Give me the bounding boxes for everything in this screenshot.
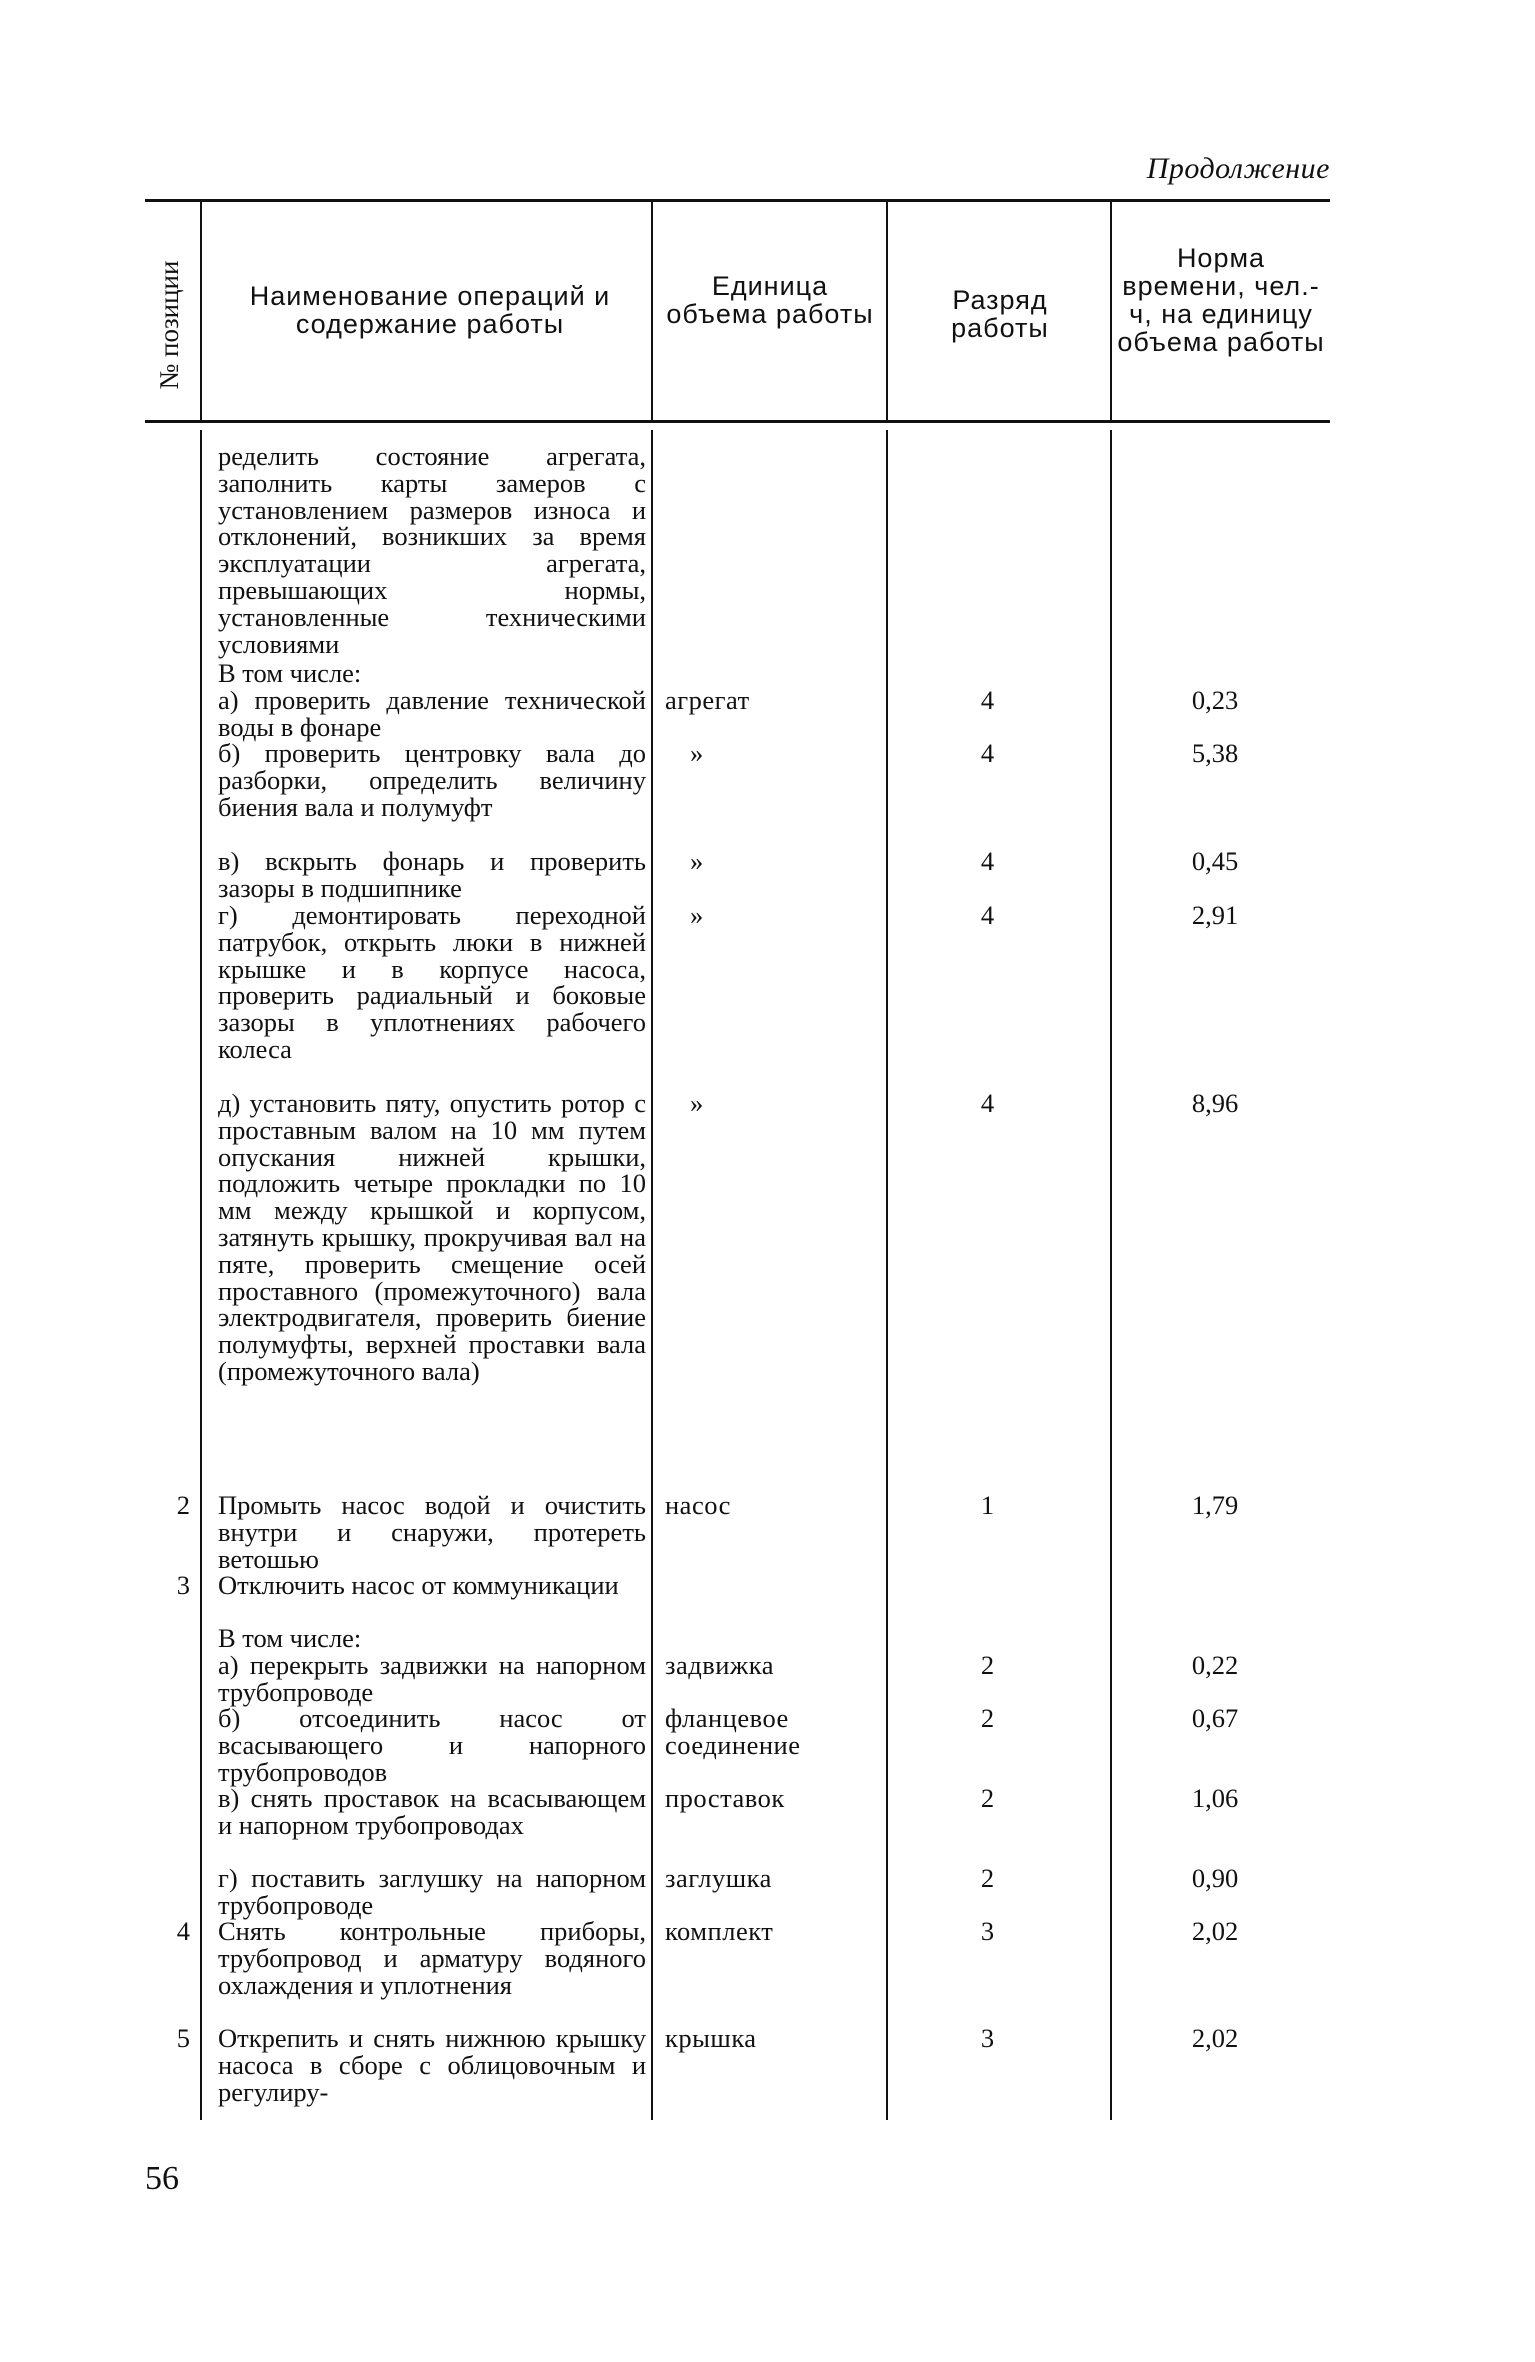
position-cell: 5 bbox=[176, 2023, 190, 2053]
body-divider-2 bbox=[651, 430, 653, 2120]
col-header-name: Наименование операций и содержание работы bbox=[249, 281, 611, 339]
norm-cell: 0,67 bbox=[1191, 1703, 1239, 1733]
grade-cell: 3 bbox=[980, 2023, 995, 2053]
page-number: 56 bbox=[145, 2160, 179, 2197]
table-header-rule bbox=[145, 420, 1330, 423]
header-divider-1 bbox=[200, 202, 202, 420]
body-divider-1 bbox=[200, 430, 202, 2120]
operation-text: д) установить пяту, опустить ротор с проставным валом на 10 мм путем опускания нижней крышки, подложить четыре прокладки по 10 мм между крышкой и корпусом, затянуть крышку, прокручивая вал на пяте, проверить смещение осей проставного (промежуточного) вала электродвигателя, проверить биение полумуфты, верхней проставки вала (промежуточного вала) bbox=[218, 1088, 646, 1386]
norm-cell: 2,02 bbox=[1191, 1916, 1239, 1946]
operation-text: б) проверить центровку вала до разборки, определить величину биения вала и полумуфт bbox=[218, 738, 646, 822]
norm-cell: 0,90 bbox=[1191, 1863, 1239, 1893]
unit-cell: крышка bbox=[665, 2023, 757, 2053]
unit-cell: заглушка bbox=[665, 1863, 772, 1893]
grade-cell: 4 bbox=[980, 738, 995, 768]
grade-cell: 4 bbox=[980, 1088, 995, 1118]
grade-cell: 2 bbox=[980, 1783, 995, 1813]
operation-text: а) перекрыть задвижки на напорном трубопроводе bbox=[218, 1650, 646, 1707]
position-cell: 2 bbox=[176, 1490, 190, 1520]
unit-cell: » bbox=[690, 1088, 704, 1118]
grade-cell: 2 bbox=[980, 1703, 995, 1733]
grade-cell: 2 bbox=[980, 1650, 995, 1680]
norm-cell: 1,79 bbox=[1191, 1490, 1239, 1520]
norm-cell: 1,06 bbox=[1191, 1783, 1239, 1813]
grade-cell: 4 bbox=[980, 900, 995, 930]
operation-text: В том числе: bbox=[218, 1623, 362, 1653]
body-divider-4 bbox=[1110, 430, 1112, 2120]
norm-cell: 0,22 bbox=[1191, 1650, 1239, 1680]
unit-cell: фланцевое соединение bbox=[665, 1703, 801, 1760]
norm-cell: 8,96 bbox=[1191, 1088, 1239, 1118]
unit-cell: насос bbox=[665, 1490, 731, 1520]
unit-cell: » bbox=[690, 900, 704, 930]
header-divider-3 bbox=[886, 202, 888, 420]
grade-cell: 2 bbox=[980, 1863, 995, 1893]
unit-cell: » bbox=[690, 738, 704, 768]
norm-cell: 0,45 bbox=[1191, 846, 1239, 876]
unit-cell: проставок bbox=[665, 1783, 785, 1813]
grade-cell: 4 bbox=[980, 846, 995, 876]
unit-cell: задвижка bbox=[665, 1650, 774, 1680]
norm-cell: 5,38 bbox=[1191, 738, 1239, 768]
operation-text: б) отсоединить насос от всасывающего и напорного трубопроводов bbox=[218, 1703, 646, 1787]
operation-text: Открепить и снять нижнюю крышку насоса в сборе с облицовочным и регулиру- bbox=[218, 2023, 646, 2107]
position-cell: 3 bbox=[176, 1570, 190, 1600]
norm-cell: 2,02 bbox=[1191, 2023, 1239, 2053]
header-divider-2 bbox=[651, 202, 653, 420]
table-top-rule bbox=[145, 199, 1330, 202]
unit-cell: агрегат bbox=[665, 685, 750, 715]
operation-text: Отключить насос от коммуникации bbox=[218, 1570, 619, 1600]
body-divider-3 bbox=[886, 430, 888, 2120]
continuation-label: Продолжение bbox=[1146, 152, 1330, 185]
norm-cell: 0,23 bbox=[1191, 685, 1239, 715]
col-header-position: № позиции bbox=[154, 260, 184, 390]
grade-cell: 1 bbox=[980, 1490, 995, 1520]
operation-text: Промыть насос водой и очистить внутри и снаружи, протереть ветошью bbox=[218, 1490, 646, 1574]
operation-text: в) вскрыть фонарь и проверить зазоры в подшипнике bbox=[218, 846, 646, 903]
operation-text: В том числе: bbox=[218, 658, 362, 688]
col-header-unit: Единица объема работы bbox=[666, 271, 874, 329]
operation-text: г) поставить заглушку на напорном трубопроводе bbox=[218, 1863, 646, 1920]
grade-cell: 4 bbox=[980, 685, 995, 715]
operation-text: ределить состояние агрегата, заполнить карты замеров с установлением размеров износа и отклонений, возникших за время эксплуатации агрегата, превышающих нормы, установленные техническими условиями bbox=[218, 441, 646, 659]
header-divider-4 bbox=[1110, 202, 1112, 420]
operation-text: г) демонтировать переходной патрубок, открыть люки в нижней крышке и в корпусе насоса, проверить радиальный и боковые зазоры в уплотнениях рабочего колеса bbox=[218, 900, 646, 1064]
operation-text: Снять контрольные приборы, трубопровод и арматуру водяного охлаждения и уплотнения bbox=[218, 1916, 646, 2000]
col-header-norm: Норма времени, чел.-ч, на единицу объема работы bbox=[1117, 243, 1325, 357]
operation-text: в) снять проставок на всасывающем и напорном трубопроводах bbox=[218, 1783, 646, 1840]
position-cell: 4 bbox=[176, 1916, 190, 1946]
norm-cell: 2,91 bbox=[1191, 900, 1239, 930]
grade-cell: 3 bbox=[980, 1916, 995, 1946]
unit-cell: комплект bbox=[665, 1916, 774, 1946]
operation-text: а) проверить давление технической воды в фонаре bbox=[218, 685, 646, 742]
col-header-grade: Разряд работы bbox=[951, 285, 1049, 343]
unit-cell: » bbox=[690, 846, 704, 876]
